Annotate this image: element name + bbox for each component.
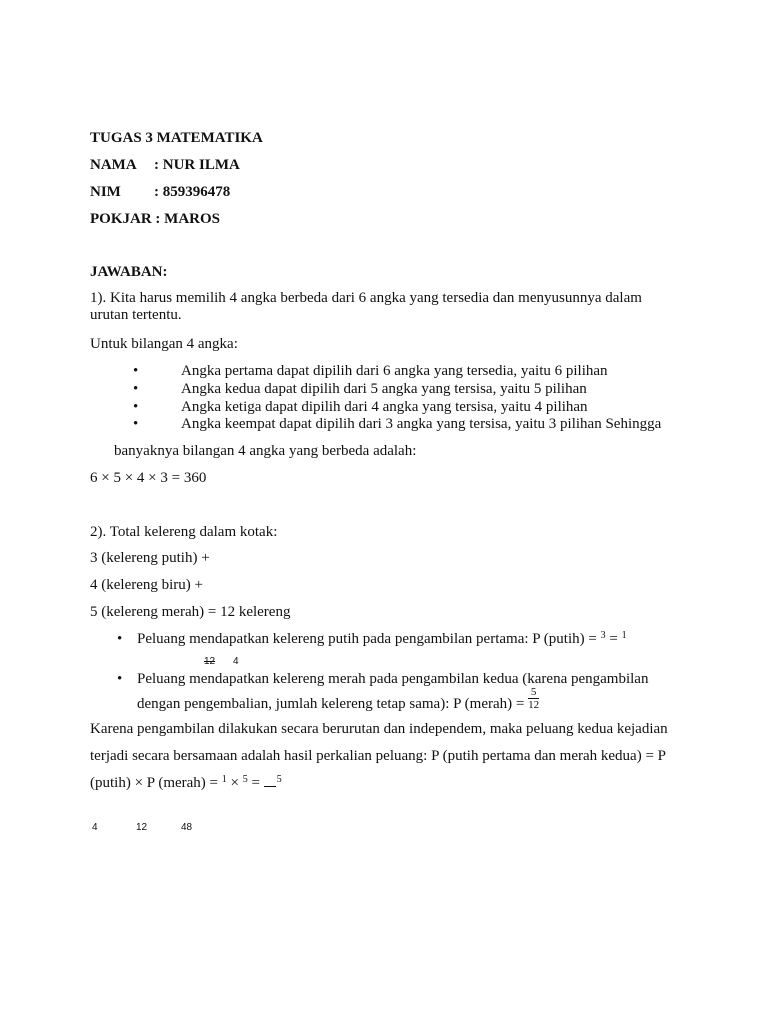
q1-bullet: Angka keempat dapat dipilih dari 3 angka yang tersisa, yaitu 3 pilihan Sehingga	[181, 416, 662, 432]
q2-intro: 2). Total kelereng dalam kotak:	[90, 524, 278, 540]
denominator: 48	[181, 822, 193, 833]
q2-para-eq: =	[247, 775, 264, 791]
q2-para-underline	[264, 785, 276, 787]
q2-bullet2-line1: Peluang mendapatkan kelereng merah pada pengambilan kedua (karena pengambilan	[137, 671, 649, 687]
q2-bullet1	[137, 631, 627, 648]
jawaban-heading: JAWABAN:	[90, 264, 168, 280]
denominator: 12	[136, 822, 148, 833]
bullet-icon: •	[117, 671, 123, 687]
q1-intro: Untuk bilangan 4 angka:	[90, 336, 238, 352]
q1-bullet: Angka ketiga dapat dipilih dari 4 angka yang tersisa, yaitu 4 pilihan	[181, 399, 588, 415]
q1-bullet: Angka kedua dapat dipilih dari 5 angka yang tersisa, yaitu 5 pilihan	[181, 381, 587, 397]
q2-line-biru: 4 (kelereng biru) +	[90, 577, 203, 593]
bullet-icon: •	[133, 363, 139, 379]
bullet-icon: •	[133, 381, 139, 397]
q1-conclusion: banyaknya bilangan 4 angka yang berbeda adalah:	[114, 443, 417, 459]
q2-para-times: ×	[226, 775, 243, 791]
bullet-icon: •	[133, 399, 139, 415]
bullet-icon: •	[133, 416, 139, 432]
nama-label: NAMA	[90, 157, 137, 173]
document-title: TUGAS 3 MATEMATIKA	[90, 130, 263, 146]
q2-bullet1-num1: 3	[600, 630, 606, 641]
q2-bullet2-fraction	[528, 686, 539, 711]
q2-para-n3: 5	[276, 774, 282, 785]
q2-line-putih: 3 (kelereng putih) +	[90, 550, 210, 566]
q2-bullet2-line2-text: dengan pengembalian, jumlah kelereng tetap sama): P (merah) =	[137, 696, 529, 712]
q2-para-n1: 1	[221, 774, 227, 785]
q1-bullet: Angka pertama dapat dipilih dari 6 angka yang tersedia, yaitu 6 pilihan	[181, 363, 608, 379]
nim-label: NIM	[90, 184, 121, 200]
q2-bullet1-num2: 1	[621, 630, 627, 641]
q2-bullet1-eq: =	[605, 631, 622, 647]
q1-line1: 1). Kita harus memilih 4 angka berbeda dari 6 angka yang tersedia dan menyusunnya dalam	[90, 290, 642, 306]
q2-bullet2-line2	[137, 686, 540, 713]
q2-para-line3-text: (putih) × P (merah) =	[90, 775, 222, 791]
q2-bullet1-den2: 4	[233, 656, 239, 667]
q2-para-line1: Karena pengambilan dilakukan secara berurutan dan independem, maka peluang kedua kejadian	[90, 721, 668, 737]
pokjar-line: POKJAR : MAROS	[90, 211, 220, 227]
q2-bullet1-den1: 12	[204, 656, 216, 667]
denominator: 4	[92, 822, 98, 833]
bullet-icon: •	[117, 631, 123, 647]
q1-line2: urutan tertentu.	[90, 307, 182, 323]
nama-value: : NUR ILMA	[154, 157, 240, 173]
nim-value: : 859396478	[154, 184, 231, 200]
q2-para-n2: 5	[242, 774, 248, 785]
q2-para-line2: terjadi secara bersamaan adalah hasil perkalian peluang: P (putih pertama dan merah kedua) = P	[90, 748, 666, 764]
fraction-denominator: 12	[528, 699, 540, 712]
q2-line-merah: 5 (kelereng merah) = 12 kelereng	[90, 604, 291, 620]
q1-result: 6 × 5 × 4 × 3 = 360	[90, 470, 207, 486]
q2-para-line3	[90, 775, 282, 792]
fraction-numerator: 5	[528, 686, 539, 699]
q2-bullet1-text: Peluang mendapatkan kelereng putih pada pengambilan pertama: P (putih) =	[137, 631, 601, 647]
